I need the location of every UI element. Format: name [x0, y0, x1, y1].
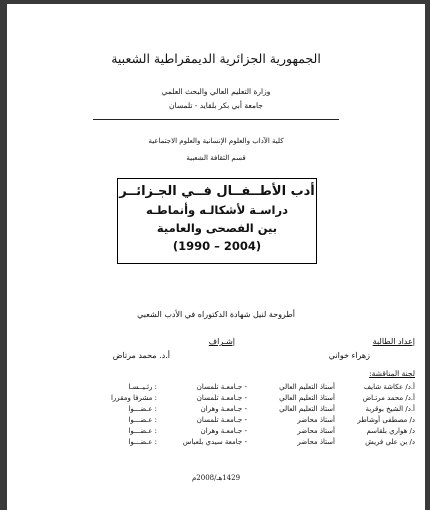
member-university: - جـامعـة تلمسان	[196, 394, 247, 402]
member-name: د/ مصطفى أوشاطر	[357, 416, 415, 424]
faculty-line: كلية الآداب والعلوم الإنسانية والعلوم الاجتماعية	[148, 137, 284, 145]
ministry-line: وزارة التعليم العالي والبحث العلمي	[161, 87, 271, 96]
member-name: أ.د/ محمد مرتـاض	[362, 394, 415, 402]
member-role: : عـضـــوا	[128, 405, 157, 413]
committee-row	[85, 393, 415, 404]
document-page	[7, 4, 425, 510]
committee-row	[85, 382, 415, 393]
member-name: أ.د/ الشيخ بوقربة	[365, 405, 415, 413]
thesis-subtitle: أطروحة لنيل شهادة الدكتوراه في الأدب الشعبي	[137, 310, 295, 319]
member-rank: أستاذ محاضر	[297, 416, 335, 424]
member-role: : رئـيــسـا	[128, 383, 157, 391]
member-university: - جـامعـة وهران	[200, 405, 247, 413]
title-line-1: أدب الأطــفــال فــي الجـزائــر	[119, 184, 315, 199]
member-rank: أستاذ محاضر	[297, 427, 335, 435]
committee-label: لجنة المناقشة:	[369, 369, 415, 378]
member-university: - جـامعـة وهران	[200, 427, 247, 435]
supervisor-name: أ.د. محمد مرتاض	[112, 351, 170, 360]
member-rank: أستاذ التعليم العالي	[279, 383, 335, 391]
committee-row	[85, 415, 415, 426]
committee-row	[85, 426, 415, 437]
committee-row	[85, 404, 415, 415]
member-role: : عـضـــوا	[128, 427, 157, 435]
committee-row	[85, 437, 415, 448]
member-rank: أستاذ محاضر	[297, 438, 335, 446]
member-university: - جـامعـة تلمسان	[196, 383, 247, 391]
member-rank: أستاذ التعليم العالي	[279, 394, 335, 402]
department-line: قسم الثقافة الشعبية	[186, 154, 246, 162]
member-role: : مشرفا ومقررا	[110, 394, 157, 402]
member-name: د/ هواري بلقاسم	[366, 427, 415, 435]
member-university: - جـامعـة تلمسان	[196, 416, 247, 424]
publication-date: 1429هـ/2008م	[191, 474, 241, 482]
republic-header: الجمهورية الجزائرية الديمقراطية الشعبية	[111, 51, 321, 66]
member-role: : عـضـــوا	[128, 438, 157, 446]
university-line: جامعة أبي بكر بلقايد - تلمسان	[169, 101, 263, 110]
header-divider	[93, 119, 339, 120]
member-university: - جامعة سيدي بلعباس	[182, 438, 247, 446]
prepared-by-label: إعداد الطالبة	[372, 337, 415, 346]
member-rank: أستاذ التعليم العالي	[279, 405, 335, 413]
title-line-3: بين الفصحى والعامية	[156, 221, 278, 235]
member-name: أ.د/ عكاشة شايف	[363, 383, 415, 391]
member-role: : عـضـــوا	[128, 416, 157, 424]
member-name: د/ بن علي فريش	[365, 438, 415, 446]
supervision-label: إشـراف	[208, 337, 235, 346]
title-line-2: دراسـة لأشكالـه وأنماطـه	[146, 203, 288, 217]
thesis-title-box	[117, 178, 317, 264]
committee-list	[85, 382, 415, 448]
student-name: زهراء خواني	[328, 351, 370, 360]
title-years: (1990 – 2004)	[172, 239, 262, 253]
